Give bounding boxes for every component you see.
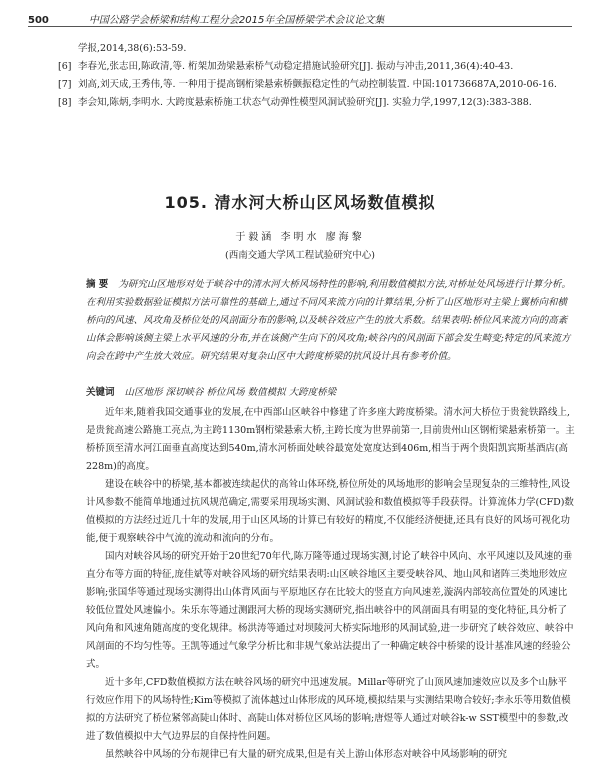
affiliation: (西南交通大学风工程试验研究中心)	[225, 250, 375, 261]
running-header	[28, 10, 572, 27]
body-paragraph: 近年来,随着我国交通事业的发展,在中西部山区峡谷中修建了许多座大跨度桥梁。清水河大桥位于贵瓮铁路线上,是贵瓮高速公路施工亮点,为主跨1130m钢桁梁悬索大桥,主跨长度为世界前第一,目前贵州山区钢桁梁悬索桥第一。主桥桥顶至清水河江面垂直高度达到540m,清水河桥面处峡谷最宽处宽度达到406m,相当于两个贵阳凯宾斯基酒店(高228m)的高度。	[86, 407, 575, 472]
reference-item	[58, 40, 568, 58]
abstract	[86, 276, 576, 366]
article-title	[0, 190, 600, 213]
body-paragraph: 虽然峡谷中风场的分布规律已有大量的研究成果,但是有关上游山体形态对峡谷中风场影响的研究	[105, 749, 508, 760]
article-body	[86, 404, 576, 764]
body-paragraph: 近十多年,CFD数值模拟方法在峡谷风场的研究中迅速发展。Millar等研究了山顶风速加速效应以及多个山脉平行效应作用下的风场特性;Kim等模拟了流体越过山体形成的风环境,模拟结果与实测结果吻合较好;李永乐等用数值模拟的方法研究了桥位紧邻高陡山体时、高陡山体对桥位区风场的影响;唐煜等人通过对峡谷k-w SST模型中的参数,改进了数值模拟中大气边界层的自保持性问题。	[86, 677, 571, 742]
body-paragraph: 国内对峡谷风场的研究开始于20世纪70年代,陈万隆等通过现场实测,讨论了峡谷中风向、水平风速以及风速的垂直分布等方面的特征,庞佳斌等对峡谷风场的研究结果表明:山区峡谷地区主要受峡谷风、地山风和诸阵三类地形效应影响;张国华等通过现场实测得出山体背风面与平原地区存在比较大的竖直方向风速差,漩涡内部较高位置处的风速比较低位置处风速偏小。朱乐东等通过测跟河大桥的现场实测研究,指出峡谷中的风剖面具有明显的变化特征,具分析了风向角和风速角随高度的变化规律。杨洪涛等通过对坝陵河大桥实际地形的风洞试验,进一步研究了峡谷效应、峡谷中风剖面的不均匀性等。王凯等通过气象学分析比和非规气象站法提出了一种确定峡谷中桥梁的设计基准风速的经验公式。	[86, 551, 574, 670]
reference-item	[58, 94, 568, 112]
reference-list	[58, 40, 568, 112]
reference-item	[58, 58, 568, 76]
reference-text: 刘高,刘天成,王秀伟,等. 一种用于提高钢桁梁悬索桥颤振稳定性的气动控制装置. 中国:101736687A,2010-06-16.	[78, 79, 557, 90]
reference-number: [7]	[58, 79, 72, 90]
reference-text: 李会知,陈炳,李明水. 大跨度悬索桥施工状态气动弹性模型风洞试验研究[J]. 实验力学,1997,12(3):383-388.	[78, 97, 532, 108]
authors: 于毅涵 李明水 廖海黎	[235, 232, 365, 243]
reference-text: 学报,2014,38(6):53-59.	[78, 43, 187, 54]
reference-number: [8]	[58, 97, 72, 108]
reference-number: [6]	[58, 61, 72, 72]
reference-number	[58, 40, 78, 58]
body-paragraph: 建设在峡谷中的桥梁,基本都被连续起伏的高耸山体环绕,桥位所处的风场地形的影响会呈现复杂的三维特性,风设计风参数不能简单地通过抗风规范确定,需要采用现场实测、风洞试验和数值模拟等手段获得。计算流体力学(CFD)数值模拟的方法经过近几十年的发展,用于山区风场的计算已有较好的精度,不仅能经济便捷,还具有良好的风场可视化功能,便于观察峡谷中气流的流动和流向的分布。	[86, 479, 574, 544]
article-title-text: 清水河大桥山区风场数值模拟	[214, 193, 436, 212]
article-number: 105.	[164, 193, 208, 212]
running-title: 中国公路学会桥梁和结构工程分会2015年全国桥梁学术会议论文集	[88, 15, 385, 26]
abstract-label: 摘 要	[86, 279, 109, 290]
abstract-text: 为研究山区地形对处于峡谷中的清水河大桥风场特性的影响,利用数值模拟方法,对桥址处风场进行计算分析。在利用实验数据验证模拟方法可靠性的基础上,通过不同风来流方向的计算结果,分析了山区地形对主梁上翼桥向和横桥向的风速、风攻角及桥位处的风剖面分布的影响,以及峡谷效应产生的放大系数。结果表明:桥位风来流方向的高紊山体会影响该侧主梁上水平风速的分布,并在该侧产生向下的风攻角;峡谷内的风剖面下部会发生畸变;特定的风来流方向会在跨中产生放大效应。研究结果对复杂山区中大跨度桥梁的抗风设计具有参考价值。	[86, 279, 571, 362]
keywords-label: 关键词	[86, 387, 115, 398]
keywords-text: 山区地形 深切峡谷 桥位风场 数值模拟 大跨度桥梁	[124, 387, 337, 398]
reference-item	[58, 76, 568, 94]
page-number: 500	[28, 15, 49, 26]
reference-text: 李春光,张志田,陈政清,等. 桁架加劲梁悬索桥气动稳定措施试验研究[J]. 振动与冲击,2011,36(4):40-43.	[78, 61, 514, 72]
keywords	[86, 384, 576, 398]
